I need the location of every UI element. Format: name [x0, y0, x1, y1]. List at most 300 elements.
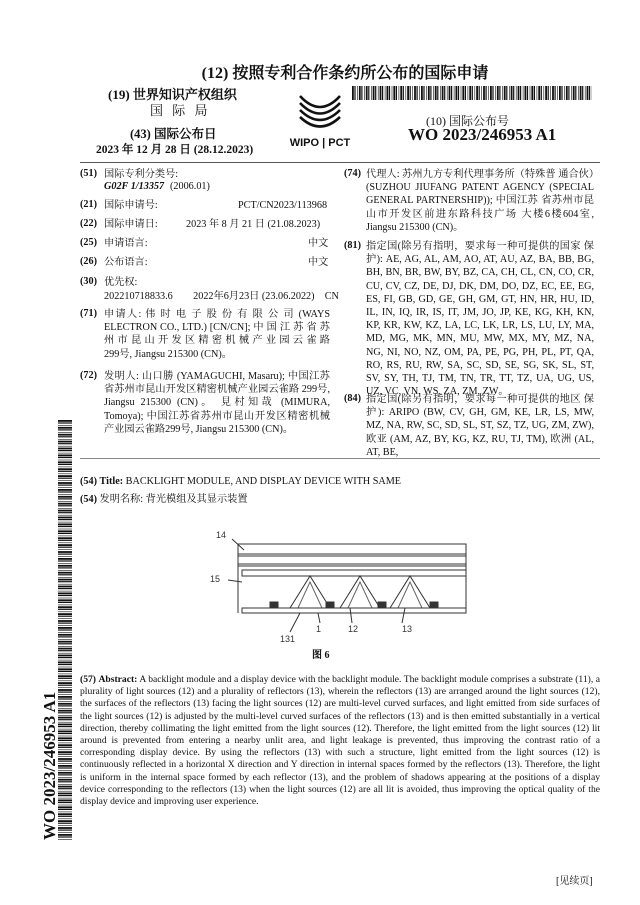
barcode-bar	[58, 501, 72, 502]
barcode-bar	[58, 839, 72, 840]
org-sub: 国 际 局	[150, 103, 211, 118]
f72-text: 发明人: 山口勝 (YAMAGUCHI, Masaru); 中国江苏 省苏州市昆山开发区精密机械产业园云雀路 299号, Jiangsu 215300 (CN)。 見村知哉 (MIMURA, Tomoya); 中国江苏省苏州市昆山开发区精密机械 产业园云雀路299号, Jiangsu 215300 (CN)。	[104, 371, 330, 435]
barcode-bar	[58, 593, 72, 595]
barcode-bar	[359, 86, 361, 100]
barcode-bar	[472, 86, 473, 100]
barcode-bar	[557, 86, 558, 100]
f81-num: (81)	[344, 240, 361, 251]
barcode-bar	[428, 86, 430, 100]
f26-label: 公布语言:	[104, 257, 148, 268]
barcode-bar	[366, 86, 368, 100]
barcode-bar	[58, 813, 72, 815]
barcode-bar	[58, 805, 72, 806]
barcode-bar	[58, 565, 72, 567]
barcode-bar	[392, 86, 393, 100]
barcode-bar	[58, 605, 72, 606]
abstract	[80, 674, 600, 808]
barcode-bar	[58, 832, 72, 833]
barcode-bar	[58, 836, 72, 837]
barcode-bar	[58, 547, 72, 548]
barcode-bar	[58, 510, 72, 512]
barcode-bar	[58, 682, 72, 684]
f21-value: PCT/CN2023/113968	[238, 200, 328, 211]
barcode-bar	[444, 86, 445, 100]
barcode-bar	[58, 743, 72, 744]
f26-value: 中文	[308, 257, 329, 268]
barcode-bar	[58, 460, 72, 461]
barcode-bar	[58, 599, 72, 601]
barcode-bar	[462, 86, 464, 100]
abstract-num: (57)	[80, 674, 96, 685]
barcode-bar	[58, 791, 72, 792]
barcode-bar	[58, 489, 72, 491]
barcode-bar	[58, 529, 72, 530]
barcode-bar	[58, 674, 72, 675]
barcode-bar	[58, 467, 72, 468]
barcode-bar	[412, 86, 413, 100]
barcode-bar	[58, 629, 72, 630]
barcode-bar	[58, 643, 72, 644]
barcode-bar	[520, 86, 521, 100]
barcode-bar	[364, 86, 365, 100]
barcode-bar	[486, 86, 487, 100]
barcode-bar	[488, 86, 489, 100]
barcode-bar	[58, 646, 72, 647]
f21-num: (21)	[80, 199, 97, 210]
org-num: (19)	[108, 87, 130, 102]
barcode-bar	[58, 598, 72, 599]
barcode-bar	[58, 740, 72, 741]
f51-year: (2006.01)	[170, 181, 210, 192]
f74-text: 代理人: 苏州九方专利代理事务所（特殊普 通合伙）(SUZHOU JIUFANG PATENT AGENCY (SPECIAL GENERAL PARTNERSHIP)); 中国江苏 省苏州市昆山市开发区前进东路科技广场 大楼6楼604室, Jiangsu 215300 (CN)。	[366, 169, 594, 233]
barcode-bar	[373, 86, 375, 100]
barcode-bar	[58, 468, 72, 470]
barcode-bar	[58, 618, 72, 619]
barcode-bar	[58, 786, 72, 788]
barcode-bar	[58, 751, 72, 753]
barcode-bar	[58, 420, 72, 422]
barcode-bar	[58, 498, 72, 499]
barcode-bar	[423, 86, 424, 100]
barcode-bar	[523, 86, 524, 100]
barcode-bar	[58, 544, 72, 546]
barcode-bar	[406, 86, 407, 100]
figure-caption: 图 6	[312, 650, 330, 661]
f30-value: 202210718833.6 2022年6月23日 (23.06.2022) CN	[104, 291, 339, 302]
barcode-bar	[58, 429, 72, 430]
barcode-bar	[580, 86, 582, 100]
barcode-bar	[58, 623, 72, 624]
barcode-bar	[58, 675, 72, 677]
barcode-bar	[58, 432, 72, 433]
title-cn-num: (54)	[80, 494, 97, 505]
barcode-bar	[58, 726, 72, 727]
barcode-bar	[58, 439, 72, 440]
barcode-bar	[58, 653, 72, 654]
barcode	[352, 86, 592, 100]
barcode-bar	[58, 687, 72, 688]
f51-label: 国际专利分类号:	[104, 169, 179, 180]
barcode-bar	[555, 86, 556, 100]
barcode-bar	[421, 86, 423, 100]
barcode-bar	[58, 563, 72, 564]
f25-label: 申请语言:	[104, 238, 148, 249]
barcode-bar	[58, 567, 72, 568]
barcode-bar	[357, 86, 358, 100]
barcode-bar	[58, 733, 72, 734]
barcode-bar	[481, 86, 482, 100]
barcode-bar	[58, 710, 72, 712]
barcode-bar	[58, 443, 72, 444]
barcode-bar	[58, 436, 72, 437]
pubno-label: (10) 国际公布号	[426, 114, 509, 128]
barcode-bar	[534, 86, 535, 100]
barcode-bar	[518, 86, 520, 100]
barcode-bar	[58, 806, 72, 808]
barcode-bar	[380, 86, 382, 100]
barcode-bar	[561, 86, 562, 100]
barcode-bar	[58, 784, 72, 785]
title-cn	[80, 493, 248, 506]
barcode-bar	[58, 809, 72, 810]
barcode-bar	[58, 737, 72, 739]
barcode-bar	[499, 86, 500, 100]
barcode-bar	[58, 781, 72, 782]
barcode-bar	[58, 524, 72, 526]
barcode-bar	[58, 719, 72, 720]
barcode-bar	[587, 86, 589, 100]
barcode-bar	[456, 86, 458, 100]
barcode-bar	[58, 823, 72, 824]
fig-label-14: 14	[216, 530, 227, 540]
barcode-bar	[58, 834, 72, 836]
barcode-bar	[58, 761, 72, 762]
barcode-bar	[352, 86, 354, 100]
barcode-bar	[58, 581, 72, 582]
barcode-bar	[58, 478, 72, 479]
org-label: 世界知识产权组织	[132, 87, 237, 102]
barcode-bar	[58, 655, 72, 657]
barcode-bar	[589, 86, 590, 100]
barcode-bar	[58, 517, 72, 519]
f81-text: 指定国(除另有指明，要求每一种可提供的国家 保护): AE, AG, AL, AM, AO, AT, AU, AZ, BA, BB, BG, BH, BN, BR, BW, BY, BZ, CA, CH, CL, CN, CO, CR, CU, CV, CZ, DE, DJ, DK, DM, DO, DZ, EC, EE, EG, ES, FI, GB, GD, GE, GH, GM, GT, HN, HR, HU, ID, IL, IN, IQ, IR, IS, IT, JM, JO, JP, KE, KG, KH, KN, KP, KR, KW, KZ, LA, LC, LK, LR, LS, LU, LY, MA, MD, MG, MK, MN, MU, MW, MX, MY, MZ, NA, NG, NI, NO, NZ, OM, PA, PE, PG, PH, PL, PT, QA, RO, RS, RU, RW, SA, SC, SD, SE, SG, SK, SL, ST, SV, SY, TH, TJ, TM, TN, TR, TT, TZ, UA, UG, US, UZ, VC, VN, WS, ZA, ZM, ZW。	[366, 241, 594, 398]
barcode-bar	[58, 494, 72, 495]
barcode-bar	[58, 667, 72, 668]
f22-value: 2023 年 8 月 21 日 (21.08.2023)	[186, 219, 321, 230]
barcode-bar	[58, 694, 72, 695]
barcode-bar	[58, 434, 72, 436]
barcode-bar	[58, 657, 72, 658]
barcode-bar	[509, 86, 510, 100]
barcode-bar	[58, 584, 72, 585]
barcode-bar	[545, 86, 547, 100]
barcode-bar	[58, 705, 72, 706]
barcode-bar	[58, 717, 72, 719]
barcode-bar	[58, 701, 72, 702]
barcode-bar	[389, 86, 390, 100]
barcode-bar	[58, 770, 72, 771]
barcode-bar	[58, 736, 72, 737]
barcode-bar	[433, 86, 434, 100]
barcode-bar	[58, 827, 72, 829]
fig-label-15: 15	[210, 574, 221, 584]
barcode-bar	[440, 86, 441, 100]
barcode-bar	[58, 540, 72, 541]
logo-text: WIPO | PCT	[289, 137, 351, 149]
barcode-bar	[58, 634, 72, 636]
barcode-bar	[58, 671, 72, 672]
title-cn-value: 背光模组及其显示装置	[145, 494, 248, 505]
barcode-bar	[564, 86, 565, 100]
barcode-bar	[58, 639, 72, 640]
barcode-bar	[407, 86, 409, 100]
barcode-bar	[495, 86, 496, 100]
fig-label-13: 13	[402, 624, 413, 634]
barcode-bar	[58, 724, 72, 726]
barcode-bar	[58, 515, 72, 516]
barcode-bar	[458, 86, 459, 100]
barcode-bar	[548, 86, 549, 100]
barcode-bar	[449, 86, 451, 100]
barcode-bar	[58, 570, 72, 571]
barcode-bar	[58, 627, 72, 629]
barcode-bar	[58, 558, 72, 560]
title-en-value: BACKLIGHT MODULE, AND DISPLAY DEVICE WITH SAME	[125, 476, 402, 487]
barcode-bar	[58, 537, 72, 539]
barcode-bar	[382, 86, 383, 100]
barcode-bar	[58, 756, 72, 757]
barcode-bar	[58, 455, 72, 457]
barcode-bar	[58, 482, 72, 484]
barcode-bar	[58, 556, 72, 557]
barcode-bar	[469, 86, 471, 100]
barcode-bar	[531, 86, 533, 100]
title-en	[80, 475, 401, 488]
barcode-bar	[525, 86, 527, 100]
barcode-bar	[58, 496, 72, 498]
barcode-bar	[552, 86, 554, 100]
barcode-bar	[58, 616, 72, 617]
barcode-bar	[58, 696, 72, 698]
barcode-bar	[58, 577, 72, 578]
barcode-bar	[378, 86, 379, 100]
f71-num: (71)	[80, 308, 97, 319]
barcode-bar	[58, 779, 72, 781]
f26-num: (26)	[80, 256, 97, 267]
barcode-bar	[58, 572, 72, 574]
f51-value: G02F 1/13357	[104, 181, 165, 192]
barcode-bar	[538, 86, 540, 100]
barcode-bar	[58, 777, 72, 778]
barcode-bar	[58, 754, 72, 755]
fig-label-1: 1	[316, 624, 322, 634]
barcode-bar	[58, 457, 72, 458]
barcode-bar	[58, 609, 72, 610]
barcode-bar	[58, 522, 72, 523]
barcode-bar	[58, 613, 72, 615]
barcode-bar	[58, 422, 72, 423]
pubdate-label: (43) 国际公布日	[130, 127, 217, 141]
barcode-bar	[403, 86, 404, 100]
barcode-bar	[479, 86, 480, 100]
barcode-bar	[502, 86, 503, 100]
barcode-bar	[58, 744, 72, 746]
barcode-bar	[513, 86, 514, 100]
barcode-bar	[58, 698, 72, 699]
abstract-label: Abstract:	[98, 674, 138, 685]
f30-num: (30)	[80, 276, 97, 287]
barcode-bar	[58, 560, 72, 561]
barcode-bar	[58, 586, 72, 588]
barcode-bar	[58, 731, 72, 733]
barcode-bar	[58, 453, 72, 454]
barcode-bar	[58, 793, 72, 795]
side-pubno: WO 2023/246953 A1	[40, 691, 59, 840]
barcode-bar	[58, 650, 72, 651]
barcode-bar	[58, 772, 72, 774]
pubdate-value: 2023 年 12 月 28 日 (28.12.2023)	[96, 144, 254, 156]
barcode-bar	[435, 86, 437, 100]
barcode-bar	[58, 474, 72, 475]
f25-num: (25)	[80, 237, 97, 248]
barcode-bar	[393, 86, 395, 100]
barcode-bar	[585, 86, 586, 100]
barcode-bar	[550, 86, 551, 100]
barcode-bar	[58, 636, 72, 637]
barcode-bar	[58, 819, 72, 820]
barcode-bar	[559, 86, 561, 100]
barcode-bar	[58, 533, 72, 534]
barcode-bar	[58, 487, 72, 488]
barcode-bar	[410, 86, 411, 100]
barcode-bar	[568, 86, 569, 100]
barcode-bar	[58, 485, 72, 486]
barcode-bar	[58, 812, 72, 813]
barcode-bar	[58, 692, 72, 693]
barcode-bar	[497, 86, 499, 100]
continued-note: [见续页]	[556, 876, 593, 887]
barcode-bar	[58, 464, 72, 465]
barcode-bar	[58, 830, 72, 831]
barcode-bar	[58, 689, 72, 691]
f30-label: 优先权:	[104, 277, 138, 288]
barcode-bar	[468, 86, 469, 100]
f84-num: (84)	[344, 393, 361, 404]
barcode-bar	[58, 450, 72, 451]
barcode-bar	[582, 86, 583, 100]
barcode-bar	[58, 712, 72, 713]
side-barcode	[58, 420, 72, 840]
barcode-bar	[58, 612, 72, 613]
barcode-bar	[430, 86, 431, 100]
barcode-bar	[58, 530, 72, 532]
barcode-bar	[58, 536, 72, 537]
barcode-bar	[58, 461, 72, 463]
barcode-bar	[58, 632, 72, 633]
barcode-bar	[58, 798, 72, 799]
barcode-bar	[58, 425, 72, 426]
barcode-bar	[58, 602, 72, 603]
barcode-bar	[58, 767, 72, 768]
barcode-bar	[492, 86, 493, 100]
barcode-bar	[566, 86, 568, 100]
barcode-bar	[58, 703, 72, 705]
fig-label-131: 131	[280, 634, 296, 644]
barcode-bar	[426, 86, 427, 100]
barcode-bar	[490, 86, 492, 100]
barcode-bar	[530, 86, 531, 100]
barcode-bar	[437, 86, 438, 100]
header-divider	[80, 162, 600, 163]
barcode-bar	[371, 86, 372, 100]
barcode-bar	[58, 816, 72, 817]
barcode-bar	[58, 471, 72, 472]
barcode-bar	[506, 86, 507, 100]
barcode-bar	[58, 825, 72, 826]
barcode-bar	[385, 86, 386, 100]
abstract-text: A backlight module and a display device with the backlight module. The backlight module comprises a substrate (11), a plurality of light sources (12) and a plurality of reflectors (13), wherein the reflectors (13) are arranged around the light sources (12), the surfaces of the reflectors (13) facing the light sources (12) are multi-level curved surfaces, and light emitted from side surfaces of the light sources (12) is adjusted by the multi-level curved surfaces of the reflectors (13) and is then emitted substantially in a vertical direction, thereby collimating the light emitted from the light sources (12). Therefore, the light emitted from the light sources (12) lit around is prevented from entering a nearby unlit area, and light leakage is prevented, thus improving the contrast ratio of a corresponding display device. By using the reflectors (13) with such a structure, light emitted from the light sources (12) is continuously reflected in a horizontal X direction and Y direction in internal spaces formed by the reflectors (13). Therefore, the light is uniform in the internal space formed by each reflector (13), and the problem of shadows appearing at the positions of a display device corresponding to the reflectors (13) when the light sources (12) are all lit is avoided, thus improving the optical quality of the display device and improving user experience.	[80, 674, 600, 808]
barcode-bar	[58, 795, 72, 796]
barcode-bar	[58, 554, 72, 555]
barcode-bar	[58, 579, 72, 581]
barcode-bar	[578, 86, 579, 100]
barcode-bar	[58, 448, 72, 450]
barcode-bar	[58, 620, 72, 622]
barcode-bar	[571, 86, 572, 100]
barcode-bar	[451, 86, 452, 100]
barcode-bar	[465, 86, 466, 100]
f74-num: (74)	[344, 168, 361, 179]
section-divider	[80, 458, 600, 459]
barcode-bar	[483, 86, 485, 100]
barcode-bar	[511, 86, 513, 100]
barcode-bar	[58, 681, 72, 682]
barcode-bar	[475, 86, 476, 100]
title-en-label: Title:	[99, 476, 124, 487]
barcode-bar	[58, 747, 72, 748]
document-title: (12) 按照专利合作条约所公布的国际申请	[201, 65, 489, 82]
barcode-bar	[476, 86, 478, 100]
barcode-bar	[454, 86, 455, 100]
barcode-bar	[58, 763, 72, 764]
barcode-bar	[516, 86, 517, 100]
barcode-bar	[58, 606, 72, 608]
barcode-bar	[58, 715, 72, 716]
f21-label: 国际申请号:	[104, 200, 158, 211]
barcode-bar	[58, 685, 72, 686]
title-en-num: (54)	[80, 476, 97, 487]
barcode-bar	[58, 765, 72, 767]
barcode-bar	[575, 86, 576, 100]
barcode-bar	[58, 708, 72, 709]
barcode-bar	[58, 551, 72, 553]
figure-6	[180, 520, 480, 660]
barcode-bar	[58, 591, 72, 592]
f51-num: (51)	[80, 168, 97, 179]
barcode-bar	[527, 86, 528, 100]
title-cn-label: 发明名称:	[99, 494, 144, 505]
barcode-bar	[361, 86, 362, 100]
barcode-bar	[58, 678, 72, 679]
barcode-bar	[58, 491, 72, 492]
barcode-bar	[396, 86, 397, 100]
barcode-bar	[58, 729, 72, 730]
barcode-bar	[58, 446, 72, 447]
barcode-bar	[58, 508, 72, 509]
barcode-bar	[544, 86, 545, 100]
barcode-bar	[58, 543, 72, 544]
barcode-bar	[399, 86, 400, 100]
